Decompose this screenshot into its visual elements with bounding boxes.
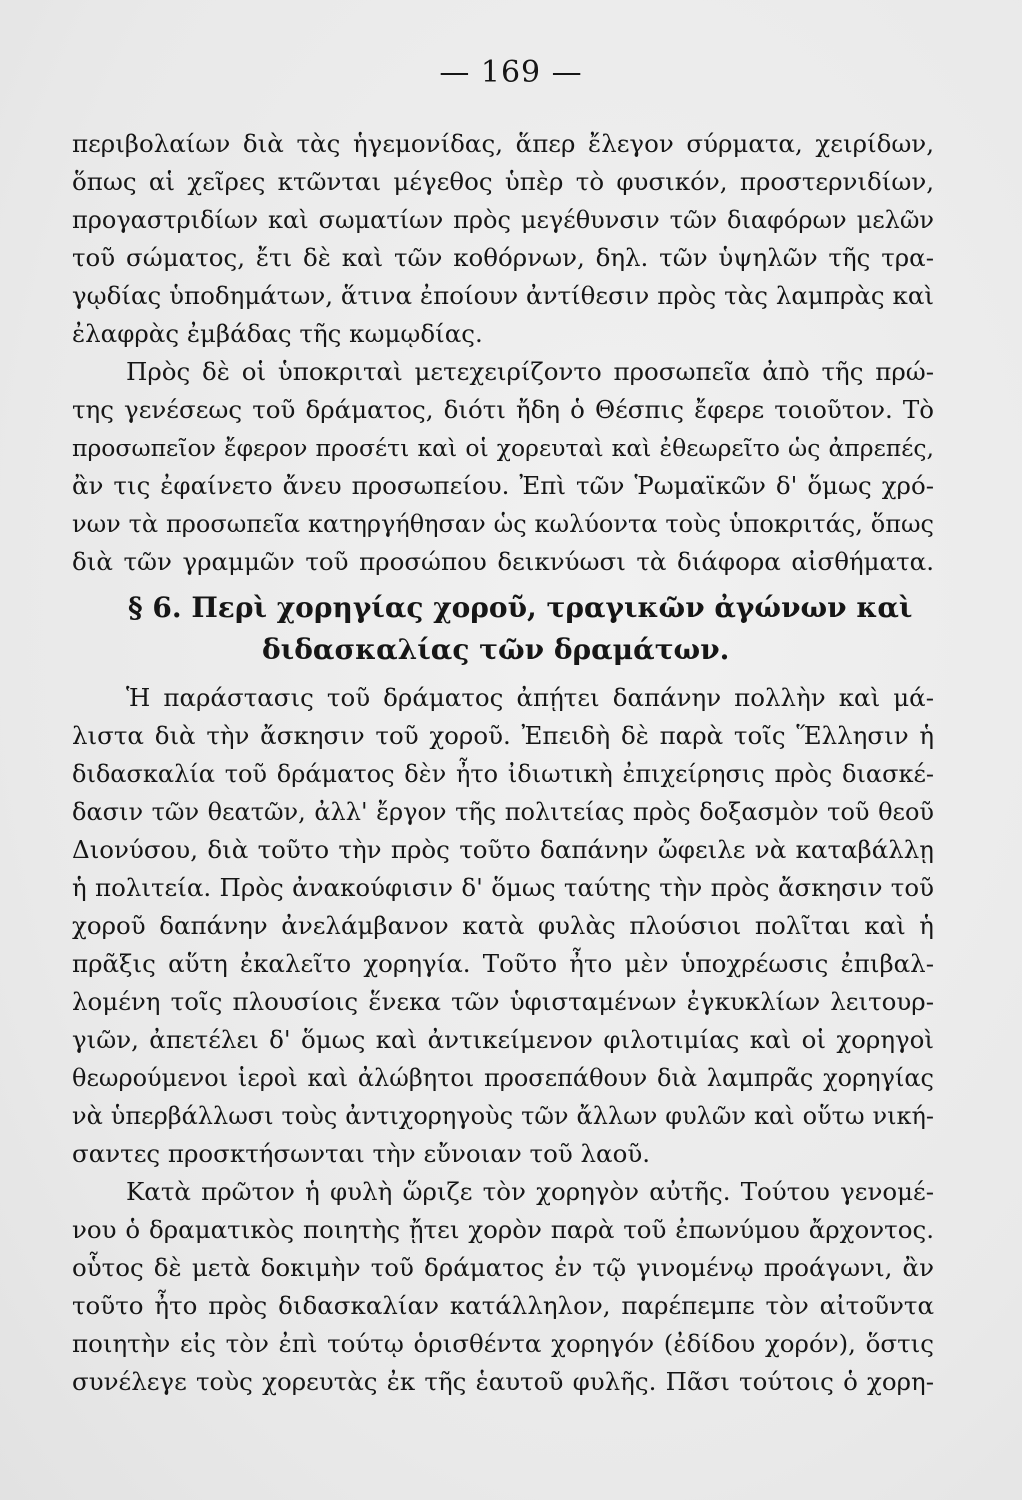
text-line: νὰ ὑπερβάλλωσι τοὺς ἀντιχορηγοὺς τῶν ἄλλων φυλῶν καὶ οὕτω νική-: [72, 1102, 934, 1130]
text-line: τοῦ σώματος, ἔτι δὲ καὶ τῶν κοθόρνων, δηλ. τῶν ὑψηλῶν τῆς τρα-: [72, 243, 934, 272]
text-line: Πρὸς δὲ οἱ ὑποκριταὶ μετεχειρίζοντο προσωπεῖα ἀπὸ τῆς πρώ-: [126, 357, 934, 386]
text-line: διὰ τῶν γραμμῶν τοῦ προσώπου δεικνύωσι τὰ διάφορα αἰσθήματα.: [72, 547, 934, 576]
text-line: διδασκαλία τοῦ δράματος δὲν ἦτο ἰδιωτικὴ ἐπιχείρησις πρὸς διασκέ-: [72, 760, 934, 788]
page-number: — 169 —: [439, 55, 583, 90]
text-line: της γενέσεως τοῦ δράματος, διότι ἤδη ὁ Θέσπις ἔφερε τοιοῦτον. Τὸ: [72, 395, 934, 424]
text-line: σαντες προσκτήσωνται τὴν εὔνοιαν τοῦ λαοῦ.: [72, 1139, 650, 1168]
text-line: λιστα διὰ τὴν ἄσκησιν τοῦ χοροῦ. Ἐπειδὴ δὲ παρὰ τοῖς Ἕλλησιν ἡ: [72, 721, 934, 750]
text-line: χοροῦ δαπάνην ἀνελάμβανον κατὰ φυλὰς πλούσιοι πολῖται καὶ ἡ: [72, 911, 934, 940]
text-line: τοῦτο ἦτο πρὸς διδασκαλίαν κατάλληλον, παρέπεμπε τὸν αἰτοῦντα: [72, 1291, 934, 1320]
text-line: γῳδίας ὑποδημάτων, ἅτινα ἐποίουν ἀντίθεσιν πρὸς τὰς λαμπρὰς καὶ: [72, 281, 934, 310]
text-line: συνέλεγε τοὺς χορευτὰς ἐκ τῆς ἑαυτοῦ φυλῆς. Πᾶσι τούτοις ὁ χορη-: [72, 1367, 934, 1396]
text-line: Διονύσου, διὰ τοῦτο τὴν πρὸς τοῦτο δαπάνην ὤφειλε νὰ καταβάλλῃ: [72, 835, 934, 864]
text-line: Κατὰ πρῶτον ἡ φυλὴ ὥριζε τὸν χορηγὸν αὐτῆς. Τούτου γενομέ-: [126, 1177, 934, 1206]
text-line: ἐλαφρὰς ἐμβάδας τῆς κωμῳδίας.: [72, 319, 483, 348]
text-line: πρᾶξις αὕτη ἐκαλεῖτο χορηγία. Τοῦτο ἦτο μὲν ὑποχρέωσις ἐπιβαλ-: [72, 949, 934, 978]
text-line: ἂν τις ἐφαίνετο ἄνευ προσωπείου. Ἐπὶ τῶν Ῥωμαϊκῶν δ' ὅμως χρό-: [72, 471, 934, 500]
text-line: λομένη τοῖς πλουσίοις ἕνεκα τῶν ὑφισταμένων ἐγκυκλίων λειτουρ-: [72, 987, 934, 1016]
text-line: οὗτος δὲ μετὰ δοκιμὴν τοῦ δράματος ἐν τῷ γινομένῳ προάγωνι, ἂν: [72, 1253, 934, 1282]
section-heading-line-2: διδασκαλίας τῶν δραμάτων.: [262, 633, 730, 666]
text-line: προγαστριδίων καὶ σωματίων πρὸς μεγέθυνσιν τῶν διαφόρων μελῶν: [72, 206, 934, 234]
text-line: νων τὰ προσωπεῖα κατηργήθησαν ὡς κωλύοντα τοὺς ὑποκριτάς, ὅπως: [72, 510, 934, 538]
text-line: θεωρούμενοι ἱεροὶ καὶ ἀλώβητοι προσεπάθουν διὰ λαμπρᾶς χορηγίας: [72, 1064, 934, 1092]
text-line: περιβολαίων διὰ τὰς ἡγεμονίδας, ἅπερ ἔλεγον σύρματα, χειρίδων,: [72, 129, 934, 158]
text-line: γιῶν, ἀπετέλει δ' ὅμως καὶ ἀντικείμενον φιλοτιμίας καὶ οἱ χορηγοὶ: [72, 1025, 934, 1054]
text-line: ποιητὴν εἰς τὸν ἐπὶ τούτῳ ὁρισθέντα χορηγόν (ἐδίδου χορόν), ὅστις: [72, 1329, 934, 1358]
text-line: ἡ πολιτεία. Πρὸς ἀνακούφισιν δ' ὅμως ταύτης τὴν πρὸς ἄσκησιν τοῦ: [72, 873, 934, 902]
text-line: νου ὁ δραματικὸς ποιητὴς ᾔτει χορὸν παρὰ τοῦ ἐπωνύμου ἄρχοντος.: [72, 1215, 934, 1244]
text-line: Ἡ παράστασις τοῦ δράματος ἀπῄτει δαπάνην πολλὴν καὶ μά-: [126, 683, 934, 712]
section-heading-line-1: § 6. Περὶ χορηγίας χοροῦ, τραγικῶν ἀγώνων καὶ: [128, 591, 913, 624]
text-line: προσωπεῖον ἔφερον προσέτι καὶ οἱ χορευταὶ καὶ ἐθεωρεῖτο ὡς ἀπρεπές,: [72, 434, 934, 462]
text-line: ὅπως αἱ χεῖρες κτῶνται μέγεθος ὑπὲρ τὸ φυσικόν, προστερνιδίων,: [72, 167, 934, 196]
text-line: δασιν τῶν θεατῶν, ἀλλ' ἔργον τῆς πολιτείας πρὸς δοξασμὸν τοῦ θεοῦ: [72, 798, 934, 826]
